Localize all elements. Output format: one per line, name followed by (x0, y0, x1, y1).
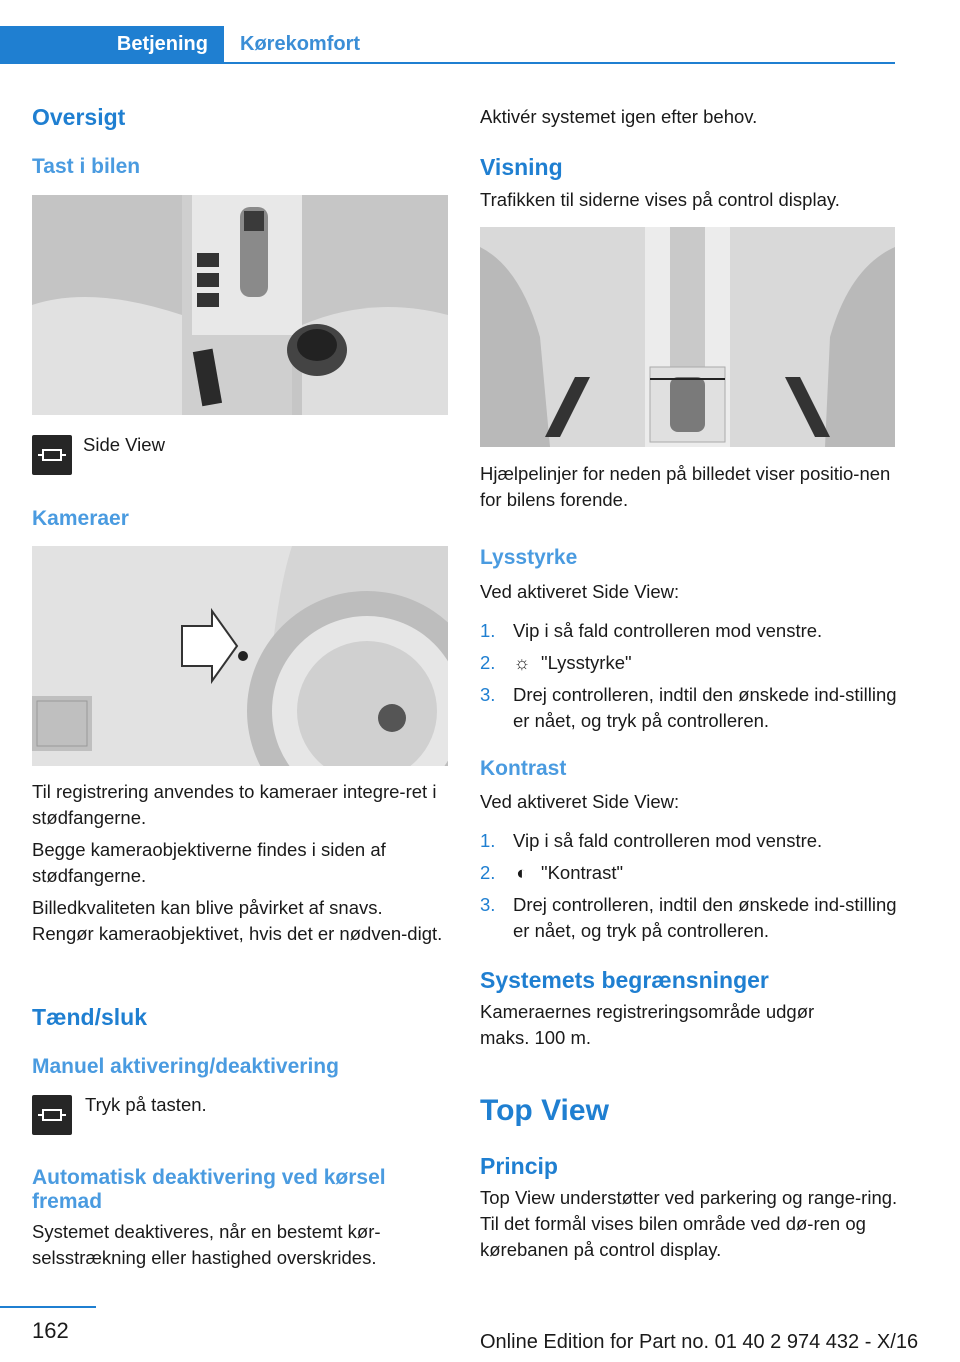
heading-princip: Princip (480, 1153, 558, 1179)
chapter-tabs (0, 26, 895, 64)
list-item (480, 828, 900, 854)
paragraph-begraensninger: Kameraernes registreringsområde udgør maks. 100 m. (480, 1001, 815, 1048)
list-item (480, 650, 900, 676)
paragraph-hjaelpelinjer: Hjælpelinjer for neden på billedet viser positio-nen for bilens forende. (480, 463, 891, 510)
heading-kameraer: Kameraer (32, 507, 129, 530)
list-item (480, 892, 900, 944)
console-photo (32, 195, 448, 415)
paragraph-lysstyrke: Ved aktiveret Side View: (480, 581, 680, 602)
tab-betjening[interactable]: Betjening (0, 26, 224, 62)
heading-kontrast: Kontrast (480, 757, 567, 780)
paragraph-kameraer-1: Til registrering anvendes to kameraer integre-ret i stødfangerne. (32, 781, 437, 828)
footer-rule (0, 1306, 96, 1308)
heading-taend-sluk: Tænd/sluk (32, 1004, 148, 1030)
paragraph-visning: Trafikken til siderne vises på control display. (480, 189, 840, 210)
step-number: 2. (480, 652, 496, 673)
heading-tast-i-bilen: Tast i bilen (32, 155, 141, 178)
footer-edition: Online Edition for Part no. 01 40 2 974 432 - X/16 (480, 1331, 919, 1353)
page-number: 162 (32, 1318, 69, 1343)
paragraph-kameraer-2: Begge kameraobjektiverne findes i siden af stødfangerne. (32, 839, 386, 886)
kontrast-steps (480, 828, 900, 944)
list-item (480, 860, 900, 886)
side-view-button-icon (32, 435, 72, 475)
heading-lysstyrke: Lysstyrke (480, 546, 578, 569)
step-text: Vip i så fald controlleren mod venstre. (513, 830, 823, 851)
console-illustration (32, 195, 448, 415)
side-view-button-icon-2 (32, 1095, 72, 1135)
heading-oversigt: Oversigt (32, 104, 126, 130)
paragraph-aktiver: Aktivér systemet igen efter behov. (480, 106, 758, 127)
side-view-label: Side View (83, 434, 165, 455)
heading-top-view: Top View (480, 1094, 609, 1127)
step-text: "Lysstyrke" (541, 652, 632, 673)
step-number: 1. (480, 620, 496, 641)
lysstyrke-steps (480, 618, 900, 734)
tab-korekomfort[interactable]: Kørekomfort (240, 33, 361, 55)
side-view-display-illustration (480, 227, 895, 447)
paragraph-kameraer-3: Billedkvaliteten kan blive påvirket af snavs. Rengør kameraobjektivet, hvis det er nødven-digt. (32, 897, 443, 944)
step-number: 3. (480, 894, 496, 915)
tryk-label: Tryk på tasten. (85, 1094, 207, 1115)
heading-automatisk: Automatisk deaktivering ved kørsel fremad (32, 1166, 386, 1213)
paragraph-kontrast: Ved aktiveret Side View: (480, 791, 680, 812)
list-item (480, 618, 900, 644)
bumper-illustration (32, 546, 448, 766)
step-text: "Kontrast" (541, 862, 624, 883)
display-photo (480, 227, 895, 447)
list-item (480, 682, 900, 734)
step-number: 3. (480, 684, 496, 705)
step-text: Drej controlleren, indtil den ønskede ind-stilling er nået, og tryk på controlleren. (513, 684, 897, 731)
contrast-icon: ◐ (516, 862, 528, 883)
heading-begraensninger: Systemets begrænsninger (480, 967, 769, 993)
step-number: 1. (480, 830, 496, 851)
step-text: Vip i så fald controlleren mod venstre. (513, 620, 823, 641)
paragraph-automatisk: Systemet deaktiveres, når en bestemt kør-selsstrækning eller hastighed overskrides. (32, 1221, 381, 1268)
camera-photo (32, 546, 448, 766)
paragraph-princip: Top View understøtter ved parkering og range-ring. Til det formål vises bilen område ved dø-ren og kørebanen på control display. (480, 1187, 898, 1260)
heading-manuel: Manuel aktivering/deaktivering (32, 1055, 339, 1078)
sun-icon: ☼ (513, 652, 531, 673)
heading-visning: Visning (480, 154, 563, 180)
step-number: 2. (480, 862, 496, 883)
step-text: Drej controlleren, indtil den ønskede ind-stilling er nået, og tryk på controlleren. (513, 894, 897, 941)
